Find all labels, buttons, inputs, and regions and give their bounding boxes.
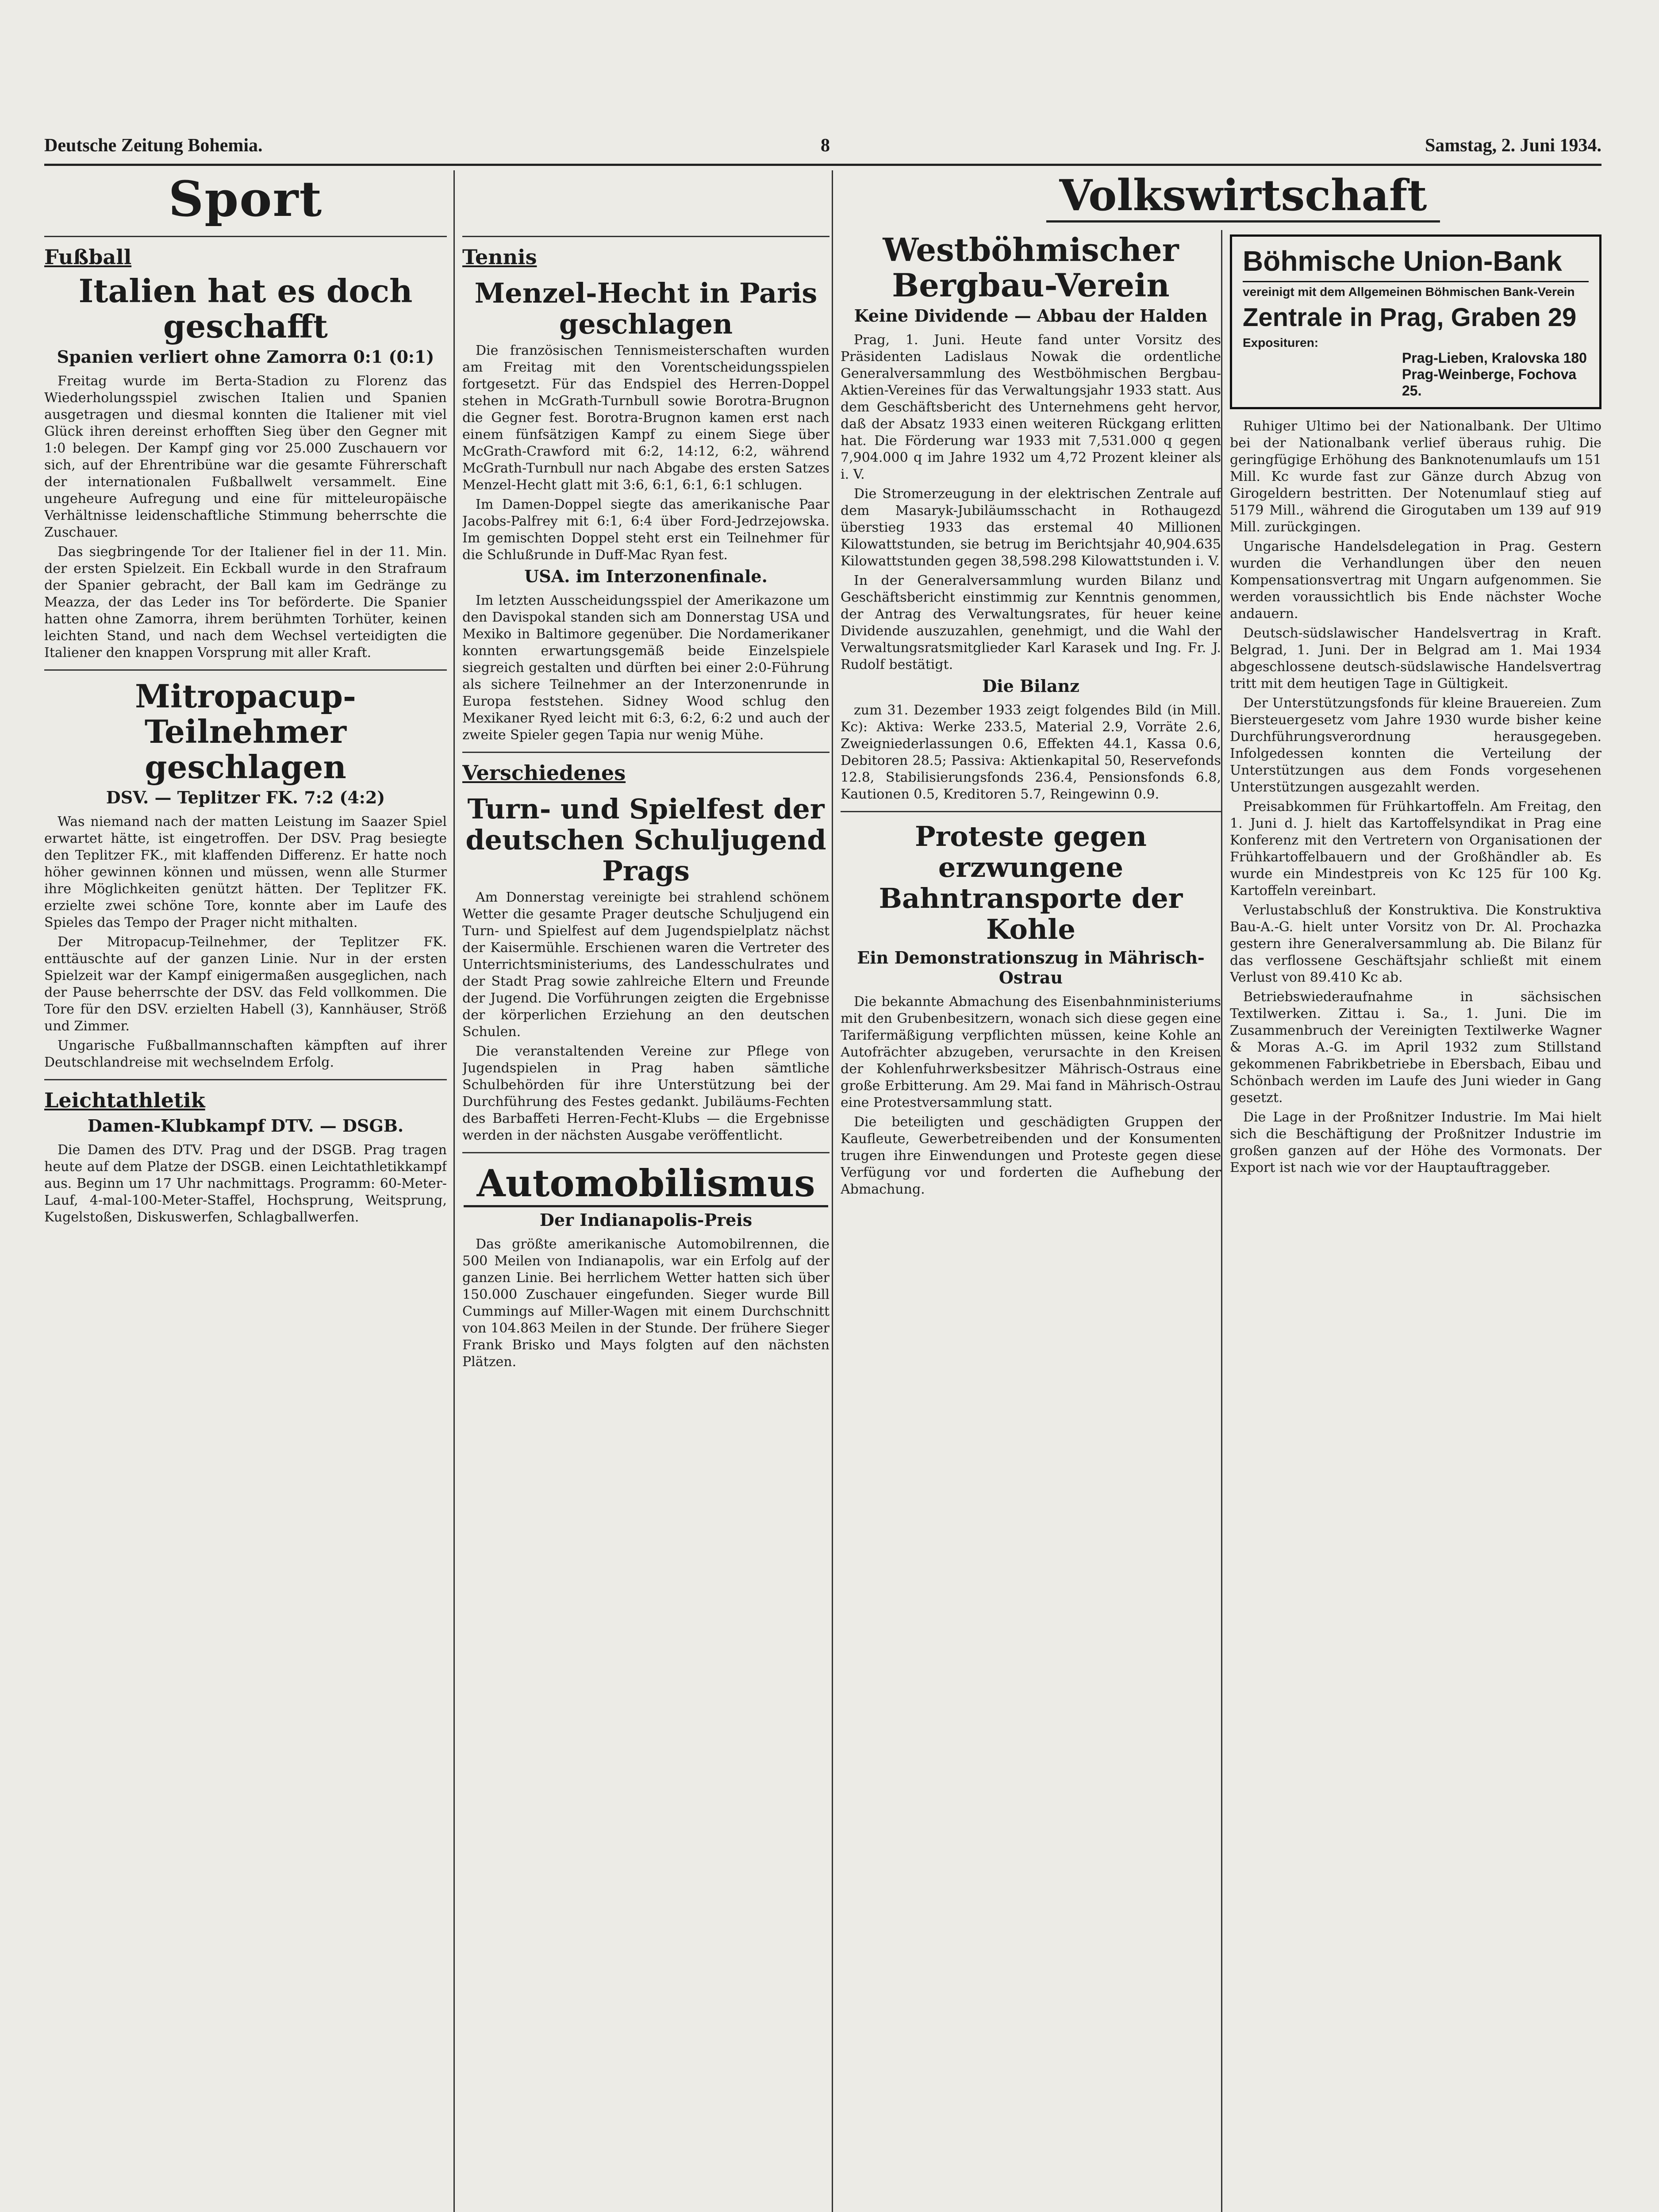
paragraph: Der Mitropacup-Teilnehmer, der Teplitzer FK. enttäuschte auf der ganzen Linie. Nur in der ersten Spielzeit war der Kampf einigermaßen ausgeglichen, nach der Pause beherrschte der DSV. das Feld vollkommen. Die Tore für den DSV. erzielten Habell (3), Kannhäuser, Ströß und Zimmer. bbox=[44, 934, 447, 1034]
column-sport bbox=[44, 170, 447, 2212]
bank-branch: Prag-Weinberge, Fochova 25. bbox=[1402, 366, 1577, 399]
kicker-misc: Verschiedenes bbox=[462, 761, 626, 785]
paragraph: Ruhiger Ultimo bei der Nationalbank. Der Ultimo bei der Nationalbank verlief überaus ruhig. Die geringfügige Erhöhung des Banknotenumlaufs um 151 Mill. Kc wurde fast zur Gänze durch Abzug von Girogeldern bestritten. Der Notenumlauf stieg auf 5179 Mill., während die Girogutaben um 139 auf 919 Mill. zurückgingen. bbox=[1230, 419, 1601, 535]
paragraph: Die französischen Tennismeisterschaften wurden am Freitag mit den Vorentscheidungsspielen fortgesetzt. Für das Endspiel des Herren-Doppel stehen in McGrath-Turnbull sowie Borotra-Brugnon die Gegner fest. Borotra-Brugnon kamen erst nach einem fünfsätzigen Kampf zu einem Siege über McGrath-Crawford mit 6:2, 14:12, 6:2, während McGrath-Turnbull nur nach Abgabe des ersten Satzes Menzel-Hecht glatt mit 3:6, 6:1, 6:1, 6:1 schlugen. bbox=[462, 343, 830, 493]
column-rule bbox=[832, 170, 833, 2212]
bank-expositur-label: Exposituren: bbox=[1243, 336, 1319, 349]
paragraph: Die Stromerzeugung in der elektrischen Zentrale auf dem Masaryk-Jubiläumsschacht in Rothaugezd überstieg 1933 das erstemal 40 Millionen Kilowattstunden, sie betrug im Berichtsjahr 40,904.635 Kilowattstunden gegen 38,598.298 Kilowattstunden i. V. bbox=[841, 486, 1221, 569]
economy-heading-wrap bbox=[885, 170, 1601, 223]
bank-address: Zentrale in Prag, Graben 29 bbox=[1243, 303, 1577, 332]
page-number: 8 bbox=[821, 135, 830, 156]
paragraph: Prag, 1. Juni. Heute fand unter Vorsitz des Präsidenten Ladislaus Nowak die ordentliche Generalversammlung des Westböhmischen Bergbau-Aktien-Vereines für das Verwaltungsjahr 1933 statt. Aus dem Geschäftsbericht des Unternehmens geht hervor, daß der Absatz 1933 einen weiteren Rückgang erlitten hat. Die Förderung war 1933 mit 7,531.000 q gegen 7,904.000 q im Jahre 1932 um 4,72 Prozent kleiner als i. V. bbox=[841, 332, 1221, 482]
bank-advertisement bbox=[1230, 234, 1601, 409]
article-indianapolis bbox=[462, 1236, 830, 1371]
column-economy bbox=[841, 170, 1221, 2212]
paragraph: Am Donnerstag vereinigte bei strahlend schönem Wetter die gesamte Prager deutsche Schuljugend ein Turn- und Spielfest auf dem Jugendspielplatz nächst der Kaisermühle. Erschienen waren die Vertreter des Unterrichtsministeriums, des Landesschulrates und der Stadt Prag sowie zahlreiche Eltern und Freunde der Jugend. Die Vorführungen zeigten die Ergebnisse der körperlichen Erziehung an den deutschen Schulen. bbox=[462, 890, 830, 1040]
paragraph: Die veranstaltenden Vereine zur Pflege von Jugendspielen in Prag haben sämtliche Schulbehörden für ihre Unterstützung bei der Durchführung des Festes gedankt. Jubiläums-Fechten des Barbaffeti Herren-Fecht-Klubs — die Ergebnisse werden in der nächsten Ausgabe veröffentlicht. bbox=[462, 1044, 830, 1143]
paragraph: Was niemand nach der matten Leistung im Saazer Spiel erwartet hätte, ist eingetroffen. Der DSV. Prag besiegte den Teplitzer FK., mit klaffenden Differenz. Er hatte noch höher gewinnen können und müssen, wenn alle Sturmer ihre Möglichkeiten genützt hätten. Der Teplitzer FK. erzielte zwei schöne Tore, konnte aber im Laufe des Spieles das Tempo der Prager nicht mithalten. bbox=[44, 814, 447, 930]
paragraph: Die Damen des DTV. Prag und der DSGB. Prag tragen heute auf dem Platze der DSGB. einen Leichtathletikkampf aus. Beginn um 17 Uhr nachmittags. Programm: 60-Meter-Lauf, 4-mal-100-Meter-Staffel, Hochsprung, Weitsprung, Kugelstoßen, Diskuswerfen, Schlagballwerfen. bbox=[44, 1142, 447, 1225]
headline-italy: Italien hat es doch geschafft bbox=[78, 272, 413, 345]
paragraph: Ungarische Handelsdelegation in Prag. Gestern wurden die Verhandlungen über den neuen Kompensationsvertrag mit Ungarn aufgenommen. Sie werden voraussichtlich bis Ende nächster Woche andauern. bbox=[1230, 539, 1601, 622]
article-bergbau bbox=[841, 332, 1221, 673]
paragraph: Verlustabschluß der Konstruktiva. Die Konstruktiva Bau-A.-G. hielt unter Vorsitz von Dr. Al. Prochazka gestern ihre Generalversammlung ab. Die Bilanz für das verflossene Geschäftsjahr schließt mit einem Verlust von 89.410 Kc ab. bbox=[1230, 902, 1601, 985]
issue-date: Samstag, 2. Juni 1934. bbox=[1425, 135, 1601, 156]
bank-merger: vereinigt mit dem Allgemeinen Böhmischen Bank-Verein bbox=[1243, 285, 1575, 299]
subhead-mitropacup: DSV. — Teplitzer FK. 7:2 (4:2) bbox=[106, 787, 385, 807]
paragraph: Der Unterstützungsfonds für kleine Brauereien. Zum Biersteuergesetz vom Jahre 1930 wurde bisher keine Durchführungsverordnung herausgegeben. Infolgedessen konnten die Verteilung der Unterstützungen aus dem Fonds vorgesehenen Unterstützungen ausgezahlt werden. bbox=[1230, 695, 1601, 795]
article-bilanz bbox=[841, 702, 1221, 803]
subhead-italy: Spanien verliert ohne Zamorra 0:1 (0:1) bbox=[57, 347, 434, 367]
paragraph: In der Generalversammlung wurden Bilanz und Geschäftsbericht einstimmig zur Kenntnis genommen, der Antrag des Verwaltungsrates, für heuer keine Dividende auszuzahlen, genehmigt, und die Wahl der Verwaltungsratsmitglieder Karl Karasek und Ing. Fr. J. Rudolf bestätigt. bbox=[841, 573, 1221, 672]
headline-turnfest: Turn- und Spielfest der deutschen Schuljugend Prags bbox=[465, 793, 826, 887]
headline-mitropacup: Mitropacup-Teilnehmer geschlagen bbox=[135, 677, 356, 786]
section-title-economy: Volkswirtschaft bbox=[1046, 170, 1440, 223]
subhead-indianapolis: Der Indianapolis-Preis bbox=[539, 1210, 753, 1230]
kicker-athletics: Leichtathletik bbox=[44, 1088, 205, 1112]
subhead-proteste: Ein Demonstrationszug in Mährisch-Ostrau bbox=[857, 948, 1205, 987]
subhead-bilanz: Die Bilanz bbox=[982, 676, 1079, 696]
paragraph: Betriebswiederaufnahme in sächsischen Textilwerken. Zittau i. Sa., 1. Juni. Die im Zusammenbruch der Vereinigten Textilwerke Wagner & Moras A.-G. im April 1932 zum Stillstand gekommenen Fabrikbetriebe in Ebersbach, Eibau und Schönbach werden im Laufe des Juni wieder in Gang gesetzt. bbox=[1230, 989, 1601, 1106]
paragraph: zum 31. Dezember 1933 zeigt folgendes Bild (in Mill. Kc): Aktiva: Werke 233.5, Material 2.9, Vorräte 2.6, Zweigniederlassungen 0.6, Effekten 44.1, Kassa 0.6, Debitoren 28.5; Passiva: Aktienkapital 50, Reservefonds 12.8, Stabilisierungsfonds 236.4, Pensionsfonds 6.8, Kautionen 0.5, Kreditoren 5.7, Reingewinn 0.9. bbox=[841, 703, 1221, 802]
divider bbox=[462, 1152, 830, 1153]
article-usa bbox=[462, 592, 830, 744]
paragraph: Freitag wurde im Berta-Stadion zu Florenz das Wiederholungsspiel zwischen Italien und Spanien ausgetragen und diesmal konnten die Italiener mit viel Glück ihren dereinst erhofften Sieg über den Gegner mit 1:0 belegen. Der Kampf ging vor 25.000 Zuschauern vor sich, auf der Ehrentribüne war die gesamte Führerschaft der internationalen Fußballwelt versammelt. Eine ungeheure Aufregung und eine für mitteleuropäische Verhältnisse leidenschaftliche Stimmung beherrschte die Zuschauer. bbox=[44, 373, 447, 540]
divider bbox=[44, 236, 447, 237]
article-proteste bbox=[841, 994, 1221, 1198]
divider bbox=[462, 236, 830, 237]
subhead-bergbau: Keine Dividende — Abbau der Halden bbox=[854, 306, 1208, 326]
subhead-usa: USA. im Interzonenfinale. bbox=[524, 566, 768, 586]
top-rule bbox=[44, 164, 1601, 166]
divider bbox=[462, 752, 830, 753]
paragraph: Deutsch-südslawischer Handelsvertrag in Kraft. Belgrad, 1. Juni. Der in Belgrad am 1. Mai 1934 abgeschlossene deutsch-südslawische Handelsvertrag tritt mit dem heutigen Tage in Gültigkeit. bbox=[1230, 626, 1601, 691]
headline-proteste: Proteste gegen erzwungene Bahntransporte der Kohle bbox=[879, 820, 1183, 945]
article-athletics bbox=[44, 1142, 447, 1226]
kicker-tennis: Tennis bbox=[462, 245, 537, 269]
headline-bergbau: Westböhmischer Bergbau-Verein bbox=[883, 231, 1179, 304]
column-tennis-misc bbox=[462, 170, 830, 2212]
economy-notes bbox=[1230, 418, 1601, 1176]
bank-branch: Prag-Lieben, Kralovska 180 bbox=[1402, 350, 1587, 366]
paragraph: Das größte amerikanische Automobilrennen, die 500 Meilen von Indianapolis, war ein Erfolg auf der ganzen Linie. Bei herrlichem Wetter hatten sich über 150.000 Zuschauer eingefunden. Sieger wurde Bill Cummings auf Miller-Wagen mit einem Durchschnitt von 104.863 Meilen in der Stunde. Der frühere Sieger Frank Brisko und Mays folgten auf den nächsten Plätzen. bbox=[462, 1237, 830, 1370]
paragraph: Die Lage in der Proßnitzer Industrie. Im Mai hielt sich die Beschäftigung der Proßnitzer Industrie im großen ganzen auf der Höhe des Vormonats. Der Export ist nach wie vor der Hauptauftraggeber. bbox=[1230, 1110, 1601, 1175]
paragraph: Im letzten Ausscheidungsspiel der Amerikazone um den Davispokal standen sich am Donnerstag USA und Mexiko in Baltimore gegenüber. Die Nordamerikaner konnten erwartungsgemäß beide Einzelspiele siegreich gestalten und dürften bei einer 2:0-Führung als sichere Teilnehmer an der Interzonenrunde in Europa feststehen. Sidney Wood schlug den Mexikaner Ryed leicht mit 6:3, 6:2, 6:2 und auch der zweite Spieler gegen Tapia nur wenig Mühe. bbox=[462, 593, 830, 743]
article-turnfest bbox=[462, 889, 830, 1144]
article-mitropacup bbox=[44, 814, 447, 1071]
article-tennis bbox=[462, 342, 830, 564]
column-rule bbox=[1221, 230, 1222, 2212]
subhead-athletics: Damen-Klubkampf DTV. — DSGB. bbox=[87, 1116, 404, 1136]
paragraph: Preisabkommen für Frühkartoffeln. Am Freitag, den 1. Juni d. J. hielt das Kartoffelsyndikat in Prag eine Konferenz mit den Vertretern von Organisationen der Frühkartoffelbauern und der Großhändler ab. Es wurde ein Mindestpreis von Kc 125 für 100 Kg. Kartoffeln vereinbart. bbox=[1230, 799, 1601, 899]
section-title-sport: Sport bbox=[168, 170, 323, 227]
kicker-football: Fußball bbox=[44, 245, 132, 269]
headline-tennis: Menzel-Hecht in Paris geschlagen bbox=[474, 277, 818, 340]
divider bbox=[44, 669, 447, 671]
column-rule bbox=[453, 170, 455, 2212]
section-title-automobilism: Automobilismus bbox=[464, 1161, 829, 1207]
auto-heading-wrap bbox=[462, 1161, 830, 1207]
bank-name: Böhmische Union-Bank bbox=[1243, 245, 1589, 282]
paper-name: Deutsche Zeitung Bohemia. bbox=[44, 135, 263, 156]
article-italy bbox=[44, 373, 447, 661]
divider bbox=[841, 811, 1221, 812]
paragraph: Das siegbringende Tor der Italiener fiel in der 11. Min. der ersten Spielzeit. Ein Eckball wurde in den Strafraum der Spanier gebracht, der Ball kam im Gedränge zu Meazza, der das Leder ins Tor beförderte. Die Spanier hatten ohne Zamorra, ihrem berühmten Torhüter, keinen leichten Stand, und nach dem Wechsel verteidigten die Italiener den knappen Vorsprung mit aller Kraft. bbox=[44, 544, 447, 661]
paragraph: Im Damen-Doppel siegte das amerikanische Paar Jacobs-Palfrey mit 6:1, 6:4 über Ford-Jedrzejowska. Im gemischten Doppel steht erst ein Teilnehmer für die Schlußrunde in Duff-Mac Ryan fest. bbox=[462, 497, 830, 563]
masthead bbox=[44, 135, 1601, 161]
column-economy-notes bbox=[1230, 230, 1601, 2212]
divider bbox=[44, 1079, 447, 1080]
paragraph: Die beteiligten und geschädigten Gruppen der Kaufleute, Gewerbetreibenden und der Konsumenten trugen ihre Einwendungen und Proteste gegen diese Verfügung vor und forderten die Aufhebung der Abmachung. bbox=[841, 1114, 1221, 1197]
paragraph: Die bekannte Abmachung des Eisenbahnministeriums mit den Grubenbesitzern, wonach sich diese gegen eine Tarifermäßigung verpflichten müssen, keine Kohle an Autofrächter abzugeben, verursachte in den Kreisen der Kohlenfuhrwerksbesitzer Mährisch-Ostraus eine große Erbitterung. Am 29. Mai fand in Mährisch-Ostrau eine Protestversammlung statt. bbox=[841, 994, 1221, 1110]
paragraph: Ungarische Fußballmannschaften kämpften auf ihrer Deutschlandreise mit wechselndem Erfolg. bbox=[44, 1038, 447, 1070]
